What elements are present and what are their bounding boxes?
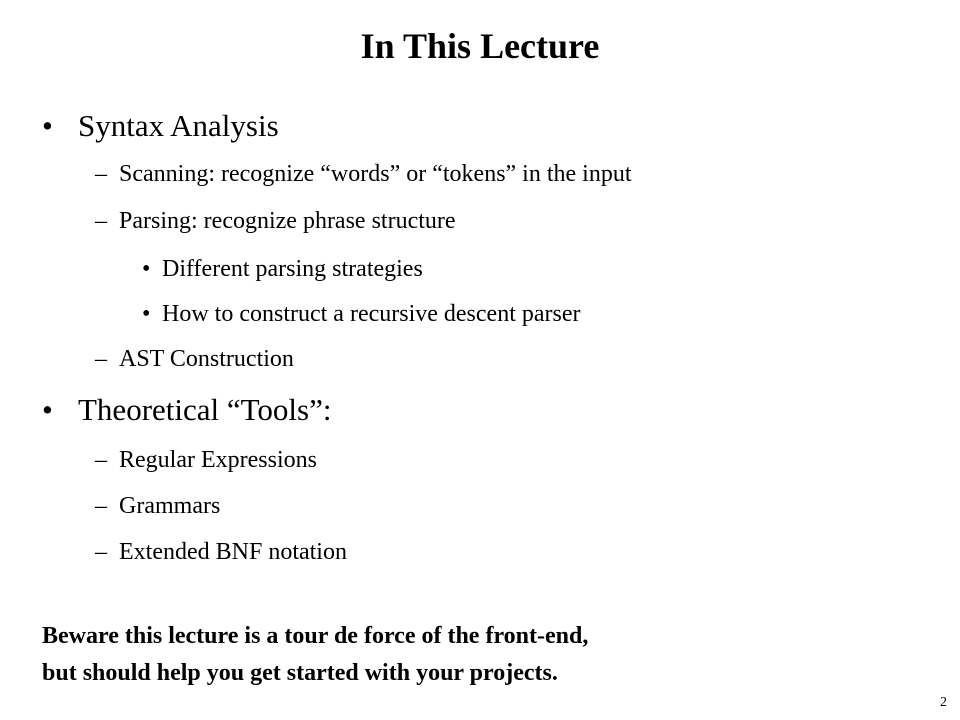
- outline-item-text: Regular Expressions: [119, 447, 317, 473]
- bullet-marker: •: [42, 108, 53, 143]
- slide-title: In This Lecture: [360, 26, 600, 66]
- outline-item-text: Scanning: recognize “words” or “tokens” in the input: [119, 161, 632, 187]
- dash-marker: –: [95, 208, 107, 234]
- dash-marker: –: [95, 346, 107, 372]
- outline-item-text: Extended BNF notation: [119, 539, 347, 565]
- outline-item-text: Parsing: recognize phrase structure: [119, 208, 456, 234]
- outline-item-text: How to construct a recursive descent parser: [162, 301, 581, 327]
- closing-note: [42, 618, 588, 692]
- bullet-marker: •: [142, 256, 151, 282]
- closing-note-line: but should help you get started with your projects.: [42, 660, 558, 686]
- outline-item-text: Grammars: [119, 493, 221, 519]
- bullet-marker: •: [142, 301, 151, 327]
- outline-item-text: Different parsing strategies: [162, 256, 423, 282]
- outline-item-text: Theoretical “Tools”:: [78, 392, 332, 427]
- bullet-marker: •: [42, 392, 53, 427]
- page-number: 2: [940, 695, 947, 710]
- dash-marker: –: [95, 493, 107, 519]
- outline-item-text: AST Construction: [119, 346, 294, 372]
- closing-note-line: Beware this lecture is a tour de force of the front-end,: [42, 623, 589, 649]
- dash-marker: –: [95, 539, 107, 565]
- dash-marker: –: [95, 447, 107, 473]
- outline-item-text: Syntax Analysis: [78, 108, 279, 143]
- dash-marker: –: [95, 161, 107, 187]
